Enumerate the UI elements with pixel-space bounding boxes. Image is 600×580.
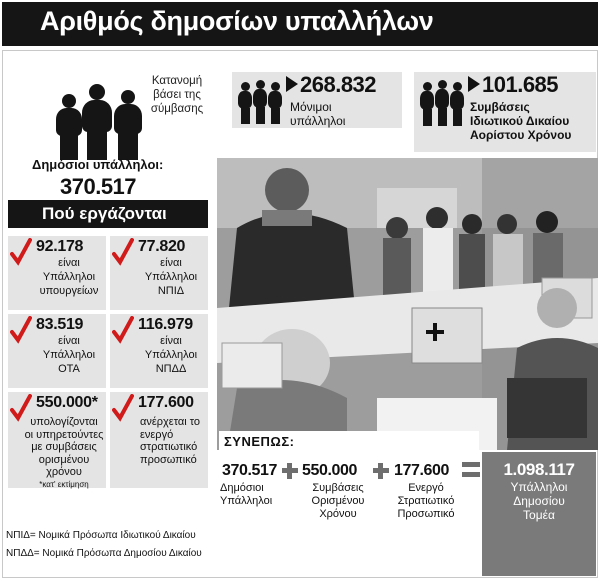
check-icon <box>112 316 134 344</box>
legend-npdd: ΝΠΔΔ= Νομικά Πρόσωπα Δημοσίου Δικαίου <box>6 548 202 559</box>
permanent-label: Μόνιμοι υπάλληλοι <box>290 100 346 128</box>
stat-card: 550.000* υπολογίζονται οι υπηρετούντες με συμβάσεις ορισμένου χρόνου *κατ' εκτίμηση <box>8 392 106 488</box>
check-icon <box>112 394 134 422</box>
stat-card: 116.979 είναι Υπάλληλοι ΝΠΔΔ <box>110 314 208 388</box>
where-work-label: Πού εργάζονται <box>42 204 167 223</box>
summary-contracts-value: 550.000 <box>302 462 358 479</box>
check-icon <box>10 238 32 266</box>
contracts-label: Συμβάσεις Ιδιωτικού Δικαίου Αορίστου Χρόνου <box>470 100 572 142</box>
arrow-icon <box>286 76 298 92</box>
summary-military-value: 177.600 <box>394 462 450 479</box>
distribution-label: Κατανομή βάσει της σύμβασης <box>150 75 204 115</box>
stat-card: 177.600 ανέρχεται το ενεργό στρατιωτικό προσωπικό <box>110 392 208 488</box>
total-label: Υπάλληλοι Δημοσίου Τομέα <box>510 480 568 522</box>
summary-contracts-label: Συμβάσεις Ορισμένου Χρόνου <box>311 482 365 520</box>
estimate-footnote: *κατ' εκτίμηση <box>39 479 89 489</box>
contracts-value: 101.685 <box>482 72 559 97</box>
public-servants-value: 370.517 <box>60 174 137 199</box>
check-icon <box>112 238 134 266</box>
page-title: Αριθμός δημοσίων υπαλλήλων <box>40 6 434 36</box>
stat-card: 92.178 είναι Υπάλληλοι υπουργείων <box>8 236 106 310</box>
check-icon <box>10 316 32 344</box>
stat-card: 83.519 είναι Υπάλληλοι ΟΤΑ <box>8 314 106 388</box>
summary-public-label: Δημόσιοι Υπάλληλοι <box>220 482 273 507</box>
arrow-icon <box>468 76 480 92</box>
office-photo <box>217 158 598 450</box>
summary-label: ΣΥΝΕΠΩΣ: <box>224 434 295 449</box>
public-servants-label: Δημόσιοι υπάλληλοι: <box>32 157 164 172</box>
total-value: 1.098.117 <box>503 460 575 479</box>
summary-military-label: Ενεργό Στρατιωτικό Προσωπικό <box>397 482 455 520</box>
summary-public-value: 370.517 <box>222 462 278 479</box>
legend-npid: ΝΠΙΔ= Νομικά Πρόσωπα Ιδιωτικού Δικαίου <box>6 530 196 541</box>
permanent-value: 268.832 <box>300 72 377 97</box>
stat-card: 77.820 είναι Υπάλληλοι ΝΠΙΔ <box>110 236 208 310</box>
